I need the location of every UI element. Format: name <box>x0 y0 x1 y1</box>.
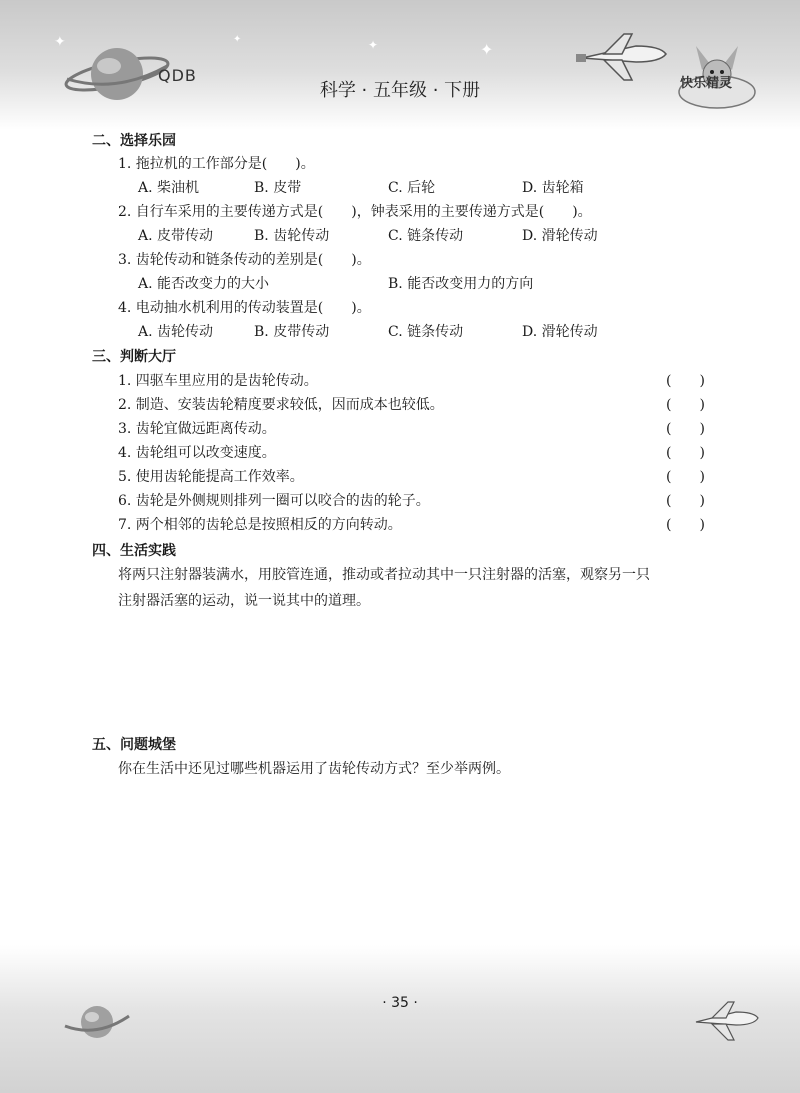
q4-option-c: C. 链条传动 <box>388 324 464 340</box>
section-title-practice: 四、生活实践 <box>92 543 176 559</box>
practice-text-line-2: 注射器活塞的运动，说一说其中的道理。 <box>118 593 370 609</box>
q2-option-b: B. 齿轮传动 <box>254 228 330 244</box>
q3-option-a: A. 能否改变力的大小 <box>138 276 270 292</box>
judge-item-5: 5. 使用齿轮能提高工作效率。 <box>118 469 304 485</box>
castle-text-line-1: 你在生活中还见过哪些机器运用了齿轮传动方式？至少举两例。 <box>118 761 510 777</box>
planet-icon <box>62 996 132 1048</box>
answer-paren: ( ) <box>666 397 705 413</box>
sparkle-icon: ✦ <box>233 34 242 45</box>
sparkle-icon: ✦ <box>54 34 66 50</box>
q1-option-c: C. 后轮 <box>388 180 436 196</box>
question-1: 1. 拖拉机的工作部分是( )。 <box>118 156 315 172</box>
q2-option-a: A. 皮带传动 <box>138 228 214 244</box>
brand-label: QDB <box>158 66 197 85</box>
q4-option-b: B. 皮带传动 <box>254 324 330 340</box>
planet-icon <box>62 34 172 114</box>
judge-item-2: 2. 制造、安装齿轮精度要求较低，因而成本也较低。 <box>118 397 444 413</box>
judge-item-6: 6. 齿轮是外侧规则排列一圈可以咬合的齿的轮子。 <box>118 493 430 509</box>
answer-paren: ( ) <box>666 445 705 461</box>
q4-option-a: A. 齿轮传动 <box>138 324 214 340</box>
answer-paren: ( ) <box>666 421 705 437</box>
section-title-castle: 五、问题城堡 <box>92 737 176 753</box>
q2-option-d: D. 滑轮传动 <box>522 228 598 244</box>
answer-paren: ( ) <box>666 493 705 509</box>
judge-item-7: 7. 两个相邻的齿轮总是按照相反的方向转动。 <box>118 517 402 533</box>
space-shuttle-icon <box>690 998 762 1042</box>
question-4: 4. 电动抽水机利用的传动装置是( )。 <box>118 300 371 316</box>
section-title-choice: 二、选择乐园 <box>92 133 176 149</box>
judge-item-4: 4. 齿轮组可以改变速度。 <box>118 445 276 461</box>
q1-option-d: D. 齿轮箱 <box>522 180 584 196</box>
logo-text: 快乐精灵 <box>680 76 733 91</box>
q1-option-b: B. 皮带 <box>254 180 302 196</box>
question-3: 3. 齿轮传动和链条传动的差别是( )。 <box>118 252 371 268</box>
answer-paren: ( ) <box>666 373 705 389</box>
answer-paren: ( ) <box>666 469 705 485</box>
q3-option-b: B. 能否改变用力的方向 <box>388 276 534 292</box>
q4-option-d: D. 滑轮传动 <box>522 324 598 340</box>
sparkle-icon: ✦ <box>368 38 379 52</box>
book-title: 科学 · 五年级 · 下册 <box>319 80 481 101</box>
judge-item-3: 3. 齿轮宜做远距离传动。 <box>118 421 276 437</box>
practice-text-line-1: 将两只注射器装满水，用胶管连通，推动或者拉动其中一只注射器的活塞，观察另一只 <box>118 567 650 583</box>
section-title-judge: 三、判断大厅 <box>92 349 176 365</box>
sparkle-icon: ✦ <box>480 40 494 59</box>
answer-paren: ( ) <box>666 517 705 533</box>
q1-option-a: A. 柴油机 <box>138 180 200 196</box>
q2-option-c: C. 链条传动 <box>388 228 464 244</box>
page-number: · 35 · <box>382 995 418 1011</box>
question-2: 2. 自行车采用的主要传递方式是( )，钟表采用的主要传递方式是( )。 <box>118 204 592 220</box>
judge-item-1: 1. 四驱车里应用的是齿轮传动。 <box>118 373 318 389</box>
